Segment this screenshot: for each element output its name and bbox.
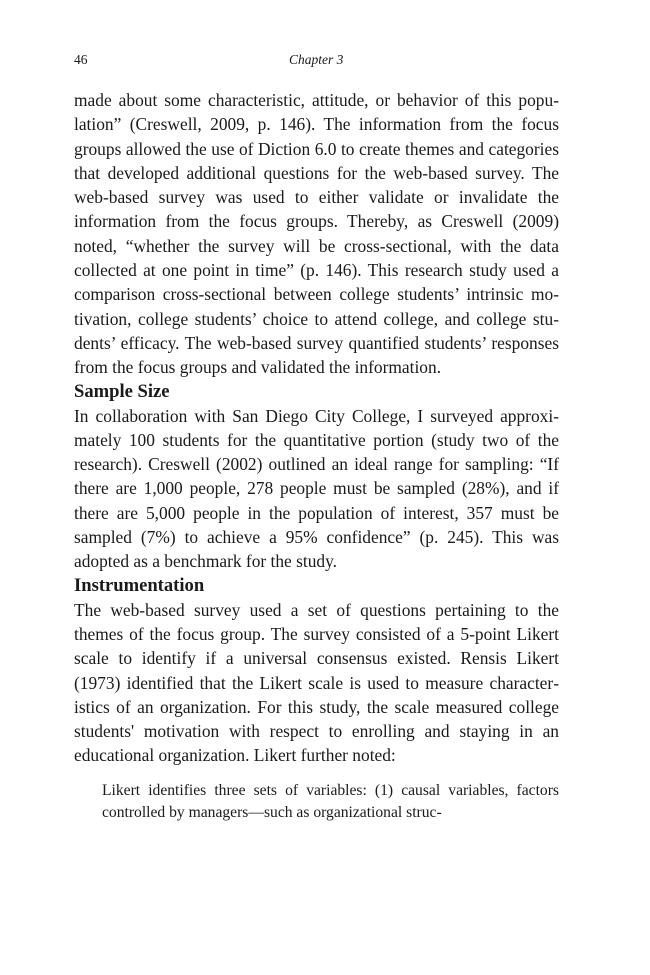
page-body <box>74 88 559 824</box>
chapter-title: Chapter 3 <box>289 52 344 67</box>
instrumentation-paragraph: The web-based survey used a set of questions pertaining to the themes of the focus group. The survey consisted of a 5-point Likert scale to identify if a universal consensus existed. Rensis Likert (1973) identified that the Likert scale is used to measure characteristics of an organization. For this study, the scale measured college students' motivation with respect to enrolling and staying in an educational organization. Likert further noted: <box>74 599 559 766</box>
page-number: 46 <box>74 52 88 67</box>
running-head <box>74 52 559 72</box>
intro-paragraph: made about some characteristic, attitude, or behavior of this population” (Creswell, 2009, p. 146). The information from the focus groups allowed the use of Diction 6.0 to create themes and categories that developed additional questions for the web-based survey. The web-based survey was used to either validate or invalidate the information from the focus groups. Thereby, as Creswell (2009) noted, “whether the survey will be cross-sectional, with the data collected at one point in time” (p. 146). This research study used a comparison cross-sectional between college students’ intrinsic motivation, college students’ choice to attend college, and college students’ efficacy. The web-based survey quantified students’ responses from the focus groups and validated the information. <box>74 90 559 378</box>
instrumentation-heading: Instrumentation <box>74 574 205 596</box>
likert-block-quote: Likert identifies three sets of variables: (1) causal variables, factors controlled by managers—such as organizational struc- <box>102 781 559 821</box>
sample-size-paragraph: In collaboration with San Diego City College, I surveyed approximately 100 students for the quantitative portion (study two of the research). Creswell (2002) outlined an ideal range for sampling: “If there are 1,000 people, 278 people must be sampled (28%), and if there are 5,000 people in the population of interest, 357 must be sampled (7%) to achieve a 95% confidence” (p. 245). This was adopted as a benchmark for the study. <box>74 405 559 572</box>
sample-size-heading: Sample Size <box>74 380 170 402</box>
